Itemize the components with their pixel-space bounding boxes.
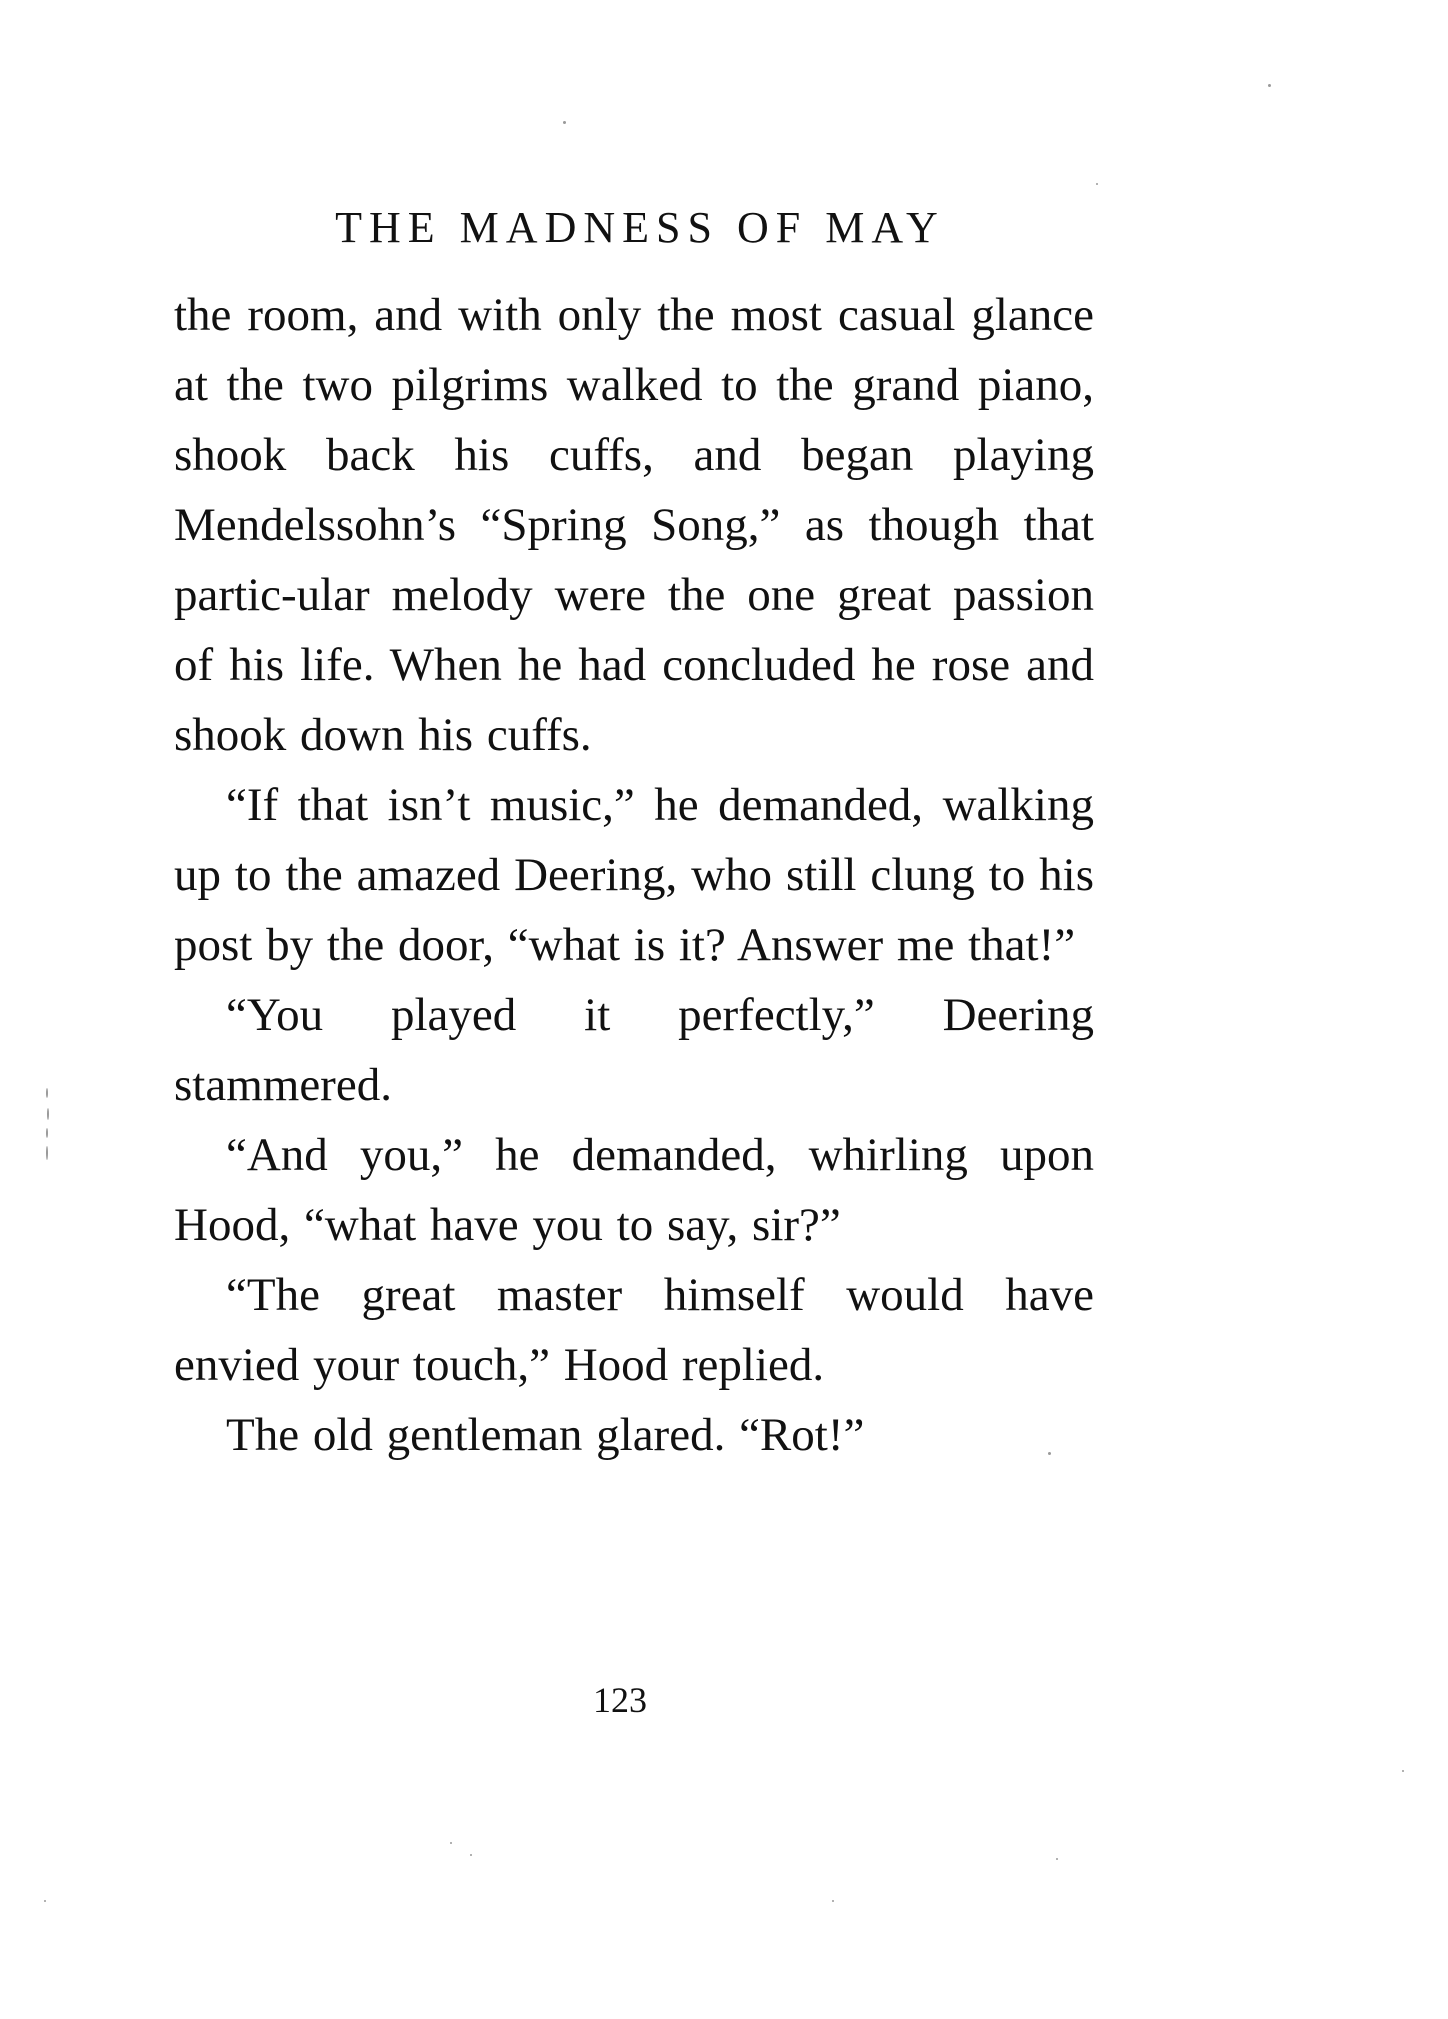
paragraph: “If that isn’t music,” he demanded, walking up to the amazed Deering, who still clung to his post by the door, “what is it? Answer me that!” — [174, 779, 1094, 971]
scan-speck — [46, 1088, 48, 1098]
scan-speck — [1268, 84, 1271, 87]
running-head: THE MADNESS OF MAY — [335, 203, 945, 252]
scan-speck — [1402, 1770, 1404, 1772]
scan-speck — [832, 1900, 834, 1902]
scan-speck — [470, 1854, 472, 1856]
scan-speck — [563, 121, 566, 124]
paragraph: the room, and with only the most casual glance at the two pilgrims walked to the grand piano, shook back his cuffs, and began playing Mendelssohn’s “Spring Song,” as though that partic-ular melody were the one great passion of his life. When he had concluded he rose and shook down his cuffs. — [174, 289, 1094, 761]
paragraph: “The great master himself would have envied your touch,” Hood replied. — [174, 1269, 1094, 1391]
page-number: 123 — [593, 1680, 647, 1720]
scan-speck — [1096, 183, 1098, 185]
paragraph: “And you,” he demanded, whirling upon Hood, “what have you to say, sir?” — [174, 1129, 1094, 1251]
scan-speck — [1048, 1452, 1051, 1455]
scan-speck — [46, 1146, 48, 1160]
paragraph: “You played it perfectly,” Deering stammered. — [174, 989, 1094, 1111]
scan-speck — [47, 1108, 49, 1120]
scan-speck — [44, 1900, 46, 1902]
body-text — [174, 280, 1094, 1470]
paragraph: The old gentleman glared. “Rot!” — [226, 1409, 865, 1461]
scan-speck — [450, 1842, 452, 1844]
scan-speck — [46, 1128, 48, 1138]
scan-speck — [1056, 1858, 1058, 1860]
